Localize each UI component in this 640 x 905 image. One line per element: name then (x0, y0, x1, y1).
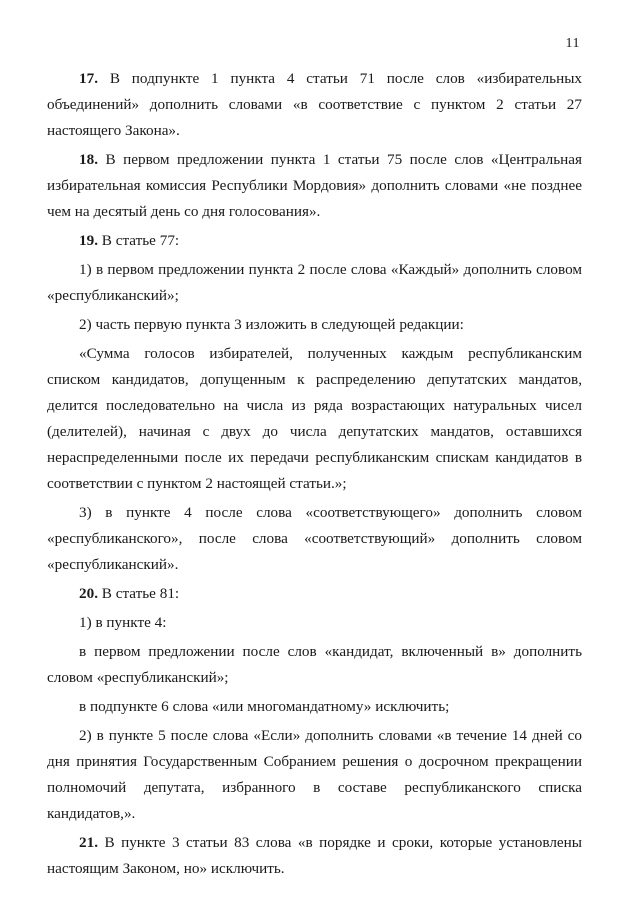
paragraph-text: В статье 77: (97, 232, 180, 249)
subitem-20-1-b (47, 694, 582, 720)
subitem-20-1-a (47, 639, 582, 691)
subitem-19-1 (47, 257, 582, 309)
paragraph-text: В пункте 3 статьи 83 слова «в порядке и сроки, которые установлены настоящим Законом, но» исключить. (47, 834, 582, 877)
paragraph-20 (47, 581, 582, 607)
paragraph-text: В первом предложении пункта 1 статьи 75 после слов «Центральная избирательная комиссия Республики Мордовия» дополнить словами «не позднее чем на десятый день со дня голосования». (47, 151, 582, 220)
subitem-19-2 (47, 312, 582, 338)
paragraph-17 (47, 66, 582, 144)
subitem-19-3 (47, 500, 582, 578)
subitem-20-1 (47, 610, 582, 636)
item-number: 20. (79, 585, 98, 602)
paragraph-21 (47, 830, 582, 882)
item-number: 21. (79, 834, 98, 851)
paragraph-text: 2) в пункте 5 после слова «Если» дополнить словами «в течение 14 дней со дня принятия Государственным Собранием решения о досрочном прекращении полномочий депутата, избранного в составе республиканского списка кандидатов,». (47, 727, 582, 822)
paragraph-19 (47, 228, 582, 254)
paragraph-text: «Сумма голосов избирателей, полученных каждым республиканским списком кандидатов, допущенным к распределению депутатских мандатов, делится последовательно на числа из ряда возрастающих натуральных чисел (делителей), начиная с двух до числа депутатских мандатов, оставшихся нераспределенными после их передачи республиканским спискам кандидатов в соответствии с пунктом 2 настоящей статьи.»; (47, 345, 582, 492)
paragraph-text: В подпункте 1 пункта 4 статьи 71 после слов «избирательных объединений» дополнить словами «в соответствие с пунктом 2 статьи 27 настоящего Закона». (47, 70, 582, 139)
item-number: 17. (79, 70, 98, 87)
document-body (47, 66, 582, 885)
quoted-new-text (47, 341, 582, 497)
paragraph-text: в подпункте 6 слова «или многомандатному» исключить; (79, 698, 450, 715)
page-number: 11 (565, 36, 580, 51)
item-number: 19. (79, 232, 98, 249)
paragraph-text: в первом предложении после слов «кандидат, включенный в» дополнить словом «республиканский»; (47, 643, 582, 686)
subitem-20-2 (47, 723, 582, 827)
paragraph-text: 1) в первом предложении пункта 2 после слова «Каждый» дополнить словом «республиканский»; (47, 261, 582, 304)
paragraph-text: В статье 81: (97, 585, 180, 602)
paragraph-text: 3) в пункте 4 после слова «соответствующего» дополнить словом «республиканского», после слова «соответствующий» дополнить словом «республиканский». (47, 504, 582, 573)
paragraph-18 (47, 147, 582, 225)
paragraph-text: 2) часть первую пункта 3 изложить в следующей редакции: (79, 316, 464, 333)
paragraph-text: 1) в пункте 4: (79, 614, 167, 631)
item-number: 18. (79, 151, 98, 168)
